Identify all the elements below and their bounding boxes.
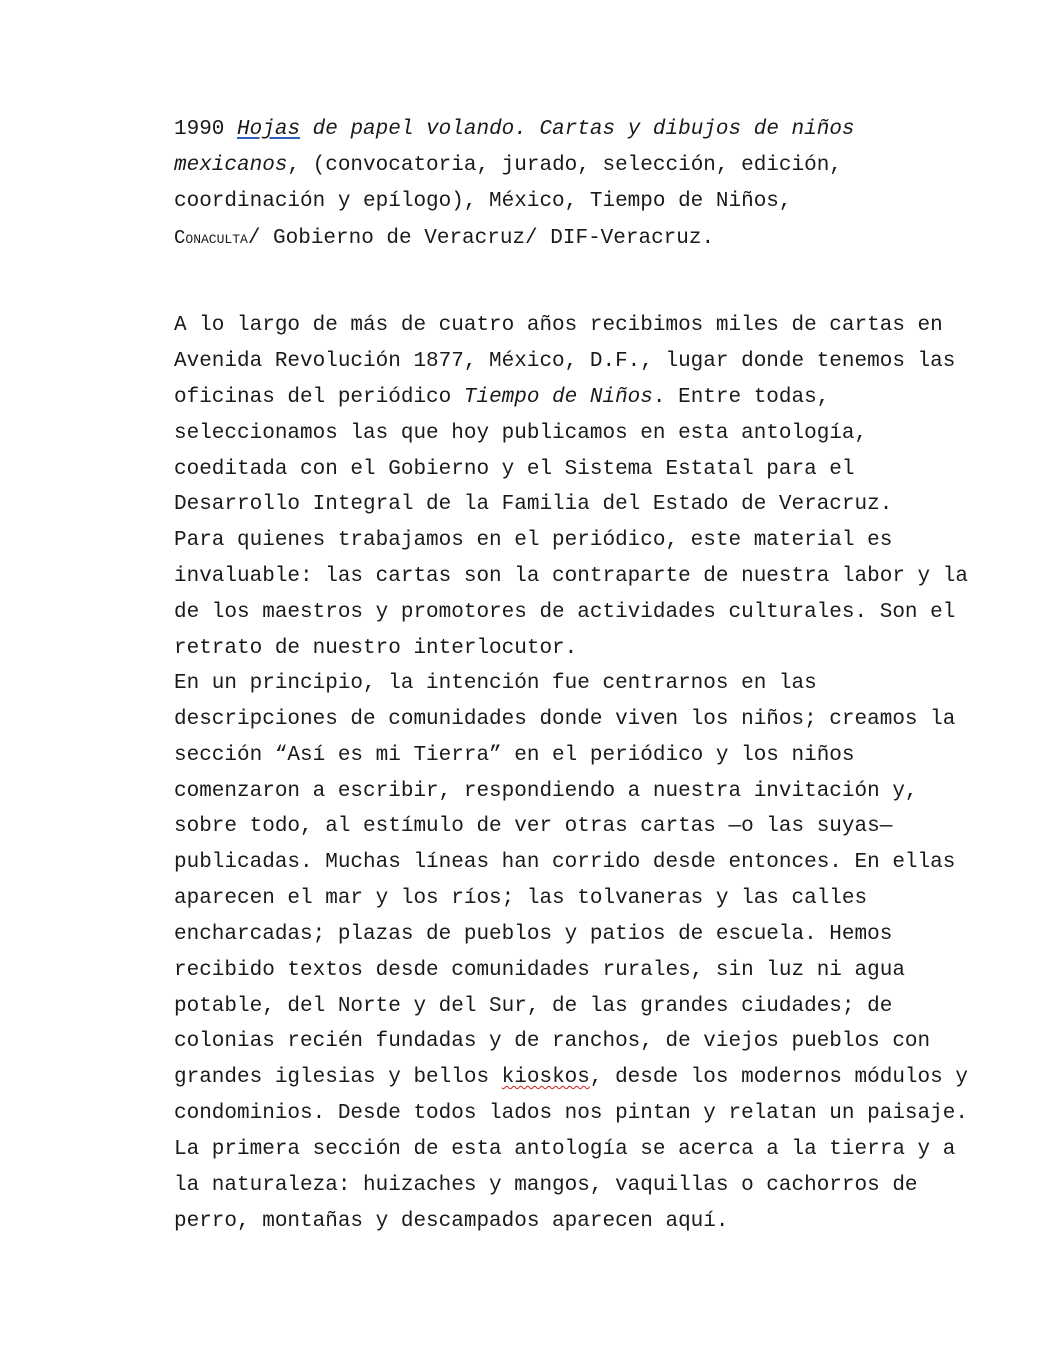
body-line: colonias recién fundadas y de ranchos, de viejos pueblos con	[174, 1030, 931, 1053]
body-line: sobre todo, al estímulo de ver otras cartas —o las suyas—	[174, 815, 893, 838]
body-line: comenzaron a escribir, respondiendo a nuestra invitación y,	[174, 780, 918, 803]
body-line: de los maestros y promotores de actividades culturales. Son el	[174, 601, 956, 624]
reference-line-4	[174, 220, 1004, 256]
reference-publishers: / Gobierno de Veracruz/ DIF-Veracruz.	[247, 227, 715, 250]
body-text: , desde los modernos módulos y	[589, 1066, 968, 1089]
body-line	[174, 380, 1004, 416]
body-line: La primera sección de esta antología se acerca a la tierra y a	[174, 1138, 956, 1161]
body-line: A lo largo de más de cuatro años recibimos miles de cartas en	[174, 314, 943, 337]
body-line: potable, del Norte y del Sur, de las grandes ciudades; de	[174, 995, 893, 1018]
publisher-conaculta: Conaculta	[174, 227, 248, 249]
body-line: Avenida Revolución 1877, México, D.F., lugar donde tenemos las	[174, 350, 956, 373]
body-line: condominios. Desde todos lados nos pintan y relatan un paisaje.	[174, 1102, 968, 1125]
body-line: publicadas. Muchas líneas han corrido desde entonces. En ellas	[174, 851, 956, 874]
body-text: . Entre todas,	[652, 386, 830, 409]
reference-roles: , (convocatoria, jurado, selección, edición,	[287, 154, 842, 177]
body-line: Para quienes trabajamos en el periódico, este material es	[174, 529, 893, 552]
body-line: invaluable: las cartas son la contraparte de nuestra labor y la	[174, 565, 968, 588]
body-line: sección “Así es mi Tierra” en el periódico y los niños	[174, 744, 855, 767]
body-line: recibido textos desde comunidades rurales, sin luz ni agua	[174, 959, 905, 982]
body-line: seleccionamos las que hoy publicamos en esta antología,	[174, 422, 868, 445]
reference-title-end: mexicanos	[174, 154, 288, 177]
body-line: la naturaleza: huizaches y mangos, vaquillas o cachorros de	[174, 1174, 918, 1197]
body-line: descripciones de comunidades donde viven los niños; creamos la	[174, 708, 956, 731]
body-paragraphs	[174, 308, 1004, 1240]
reference-year: 1990	[174, 118, 225, 141]
body-line: aparecen el mar y los ríos; las tolvaneras y las calles	[174, 887, 868, 910]
body-line: coeditada con el Gobierno y el Sistema Estatal para el	[174, 458, 855, 481]
bibliographic-reference	[174, 112, 1004, 256]
body-line: Desarrollo Integral de la Familia del Estado de Veracruz.	[174, 493, 893, 516]
reference-line-2	[174, 148, 1004, 184]
newspaper-title: Tiempo de Niños	[463, 386, 653, 409]
reference-line-1	[174, 112, 1004, 148]
reference-title-text: de papel volando. Cartas y dibujos de niños	[300, 118, 855, 141]
body-line: perro, montañas y descampados aparecen aquí.	[174, 1210, 729, 1233]
body-line: En un principio, la intención fue centrarnos en las	[174, 672, 817, 695]
body-line	[174, 1060, 1004, 1096]
body-text: oficinas del periódico	[174, 386, 464, 409]
title-link-hojas[interactable]: Hojas	[237, 118, 301, 141]
body-line: encharcadas; plazas de pueblos y patios de escuela. Hemos	[174, 923, 893, 946]
spellcheck-flagged-word[interactable]: kioskos	[501, 1066, 590, 1089]
body-text: grandes iglesias y bellos	[174, 1066, 502, 1089]
body-line: retrato de nuestro interlocutor.	[174, 637, 578, 660]
reference-line-3: coordinación y epílogo), México, Tiempo de Niños,	[174, 190, 792, 213]
